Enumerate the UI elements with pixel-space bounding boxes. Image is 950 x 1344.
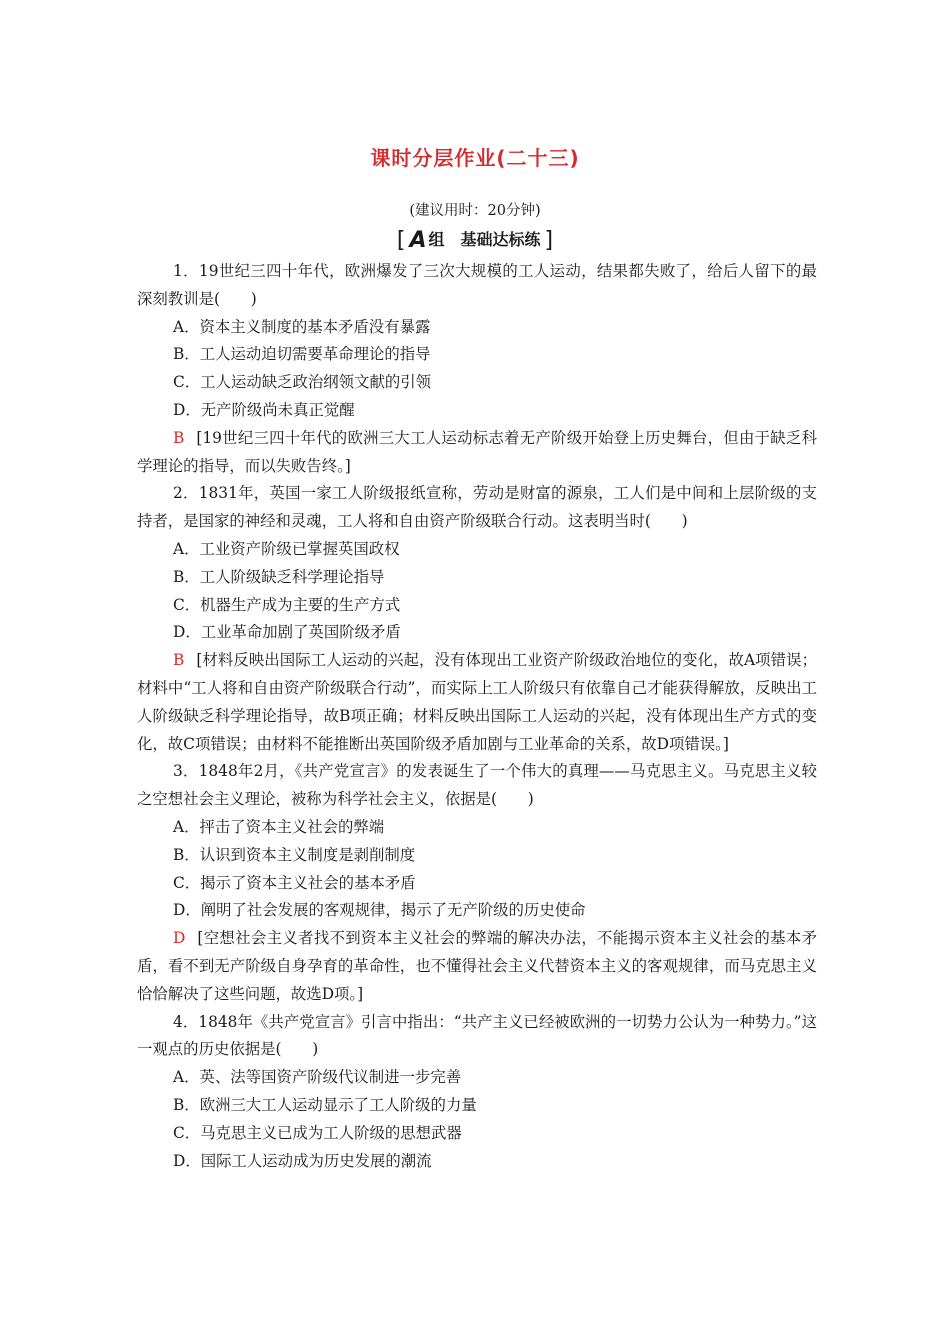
option-a: A．抨击了资本主义社会的弊端 bbox=[173, 817, 385, 836]
page-title: 课时分层作业(二十三) bbox=[370, 146, 580, 170]
section-bracket-open: [ bbox=[396, 228, 406, 253]
option-b: B．认识到资本主义制度是剥削制度 bbox=[173, 845, 416, 864]
option-d: D．阐明了社会发展的客观规律，揭示了无产阶级的历史使命 bbox=[173, 901, 586, 920]
option-b: B．工人阶级缺乏科学理论指导 bbox=[173, 567, 385, 586]
option-c: C．机器生产成为主要的生产方式 bbox=[173, 595, 401, 614]
question-stem: 2．1831年，英国一家工人阶级报纸宣称，劳动是财富的源泉，工人们是中间和上层阶级的支持者，是国家的神经和灵魂，工人将和自由资产阶级联合行动。这表明当时( ) bbox=[137, 484, 817, 531]
option-b: B．欧洲三大工人运动显示了工人阶级的力量 bbox=[173, 1095, 477, 1114]
option-d: D．无产阶级尚未真正觉醒 bbox=[173, 400, 355, 419]
option-c: C．揭示了资本主义社会的基本矛盾 bbox=[173, 873, 416, 892]
explanation-text: [材料反映出国际工人运动的兴起，没有体现出工业资产阶级政治地位的变化，故A项错误；材料中“工人将和自由资产阶级联合行动”，而实际上工人阶级只有依靠自己才能获得解放，反映出工人阶级缺乏科学理论指导，故B项正确；材料反映出国际工人运动的兴起，没有体现出生产方式的变化，故C项错误；由材料不能推断出英国阶级矛盾加剧与工业革命的关系，故D项错误。] bbox=[137, 651, 817, 753]
question-list bbox=[137, 258, 817, 1175]
option-c: C．马克思主义已成为工人阶级的思想武器 bbox=[173, 1123, 462, 1142]
question-stem: 3．1848年2月，《共产党宣言》的发表诞生了一个伟大的真理——马克思主义。马克思主义较之空想社会主义理论，被称为科学社会主义，依据是( ) bbox=[137, 762, 817, 809]
option-d: D．国际工人运动成为历史发展的潮流 bbox=[173, 1151, 432, 1170]
section-heading bbox=[0, 227, 950, 253]
answer-key: D bbox=[173, 929, 186, 948]
question-stem: 4．1848年《共产党宣言》引言中指出：“共产主义已经被欧洲的一切势力公认为一种势力。”这一观点的历史依据是( ) bbox=[137, 1012, 817, 1059]
suggested-time: (建议用时：20分钟) bbox=[409, 203, 541, 219]
option-a: A．英、法等国资产阶级代议制进一步完善 bbox=[173, 1068, 462, 1087]
option-d: D．工业革命加剧了英国阶级矛盾 bbox=[173, 623, 401, 642]
option-a: A．工业资产阶级已掌握英国政权 bbox=[173, 539, 400, 558]
section-letter: A bbox=[409, 228, 427, 253]
explanation-text: [空想社会主义者找不到资本主义社会的弊端的解决办法，不能揭示资本主义社会的基本矛盾，看不到无产阶级自身孕育的革命性，也不懂得社会主义代替资本主义的客观规律，而马克思主义恰恰解决了这些问题，故选D项。] bbox=[137, 929, 817, 1003]
section-label: 组 基础达标练 bbox=[428, 230, 541, 249]
option-c: C．工人运动缺乏政治纲领文献的引领 bbox=[173, 373, 432, 392]
answer-explanation bbox=[137, 647, 817, 758]
answer-key: B bbox=[173, 428, 185, 447]
answer-explanation bbox=[137, 425, 817, 481]
explanation-text: [19世纪三四十年代的欧洲三大工人运动标志着无产阶级开始登上历史舞台，但由于缺乏科学理论的指导，而以失败告终。] bbox=[137, 428, 817, 475]
answer-key: B bbox=[173, 651, 185, 670]
answer-explanation bbox=[137, 925, 817, 1008]
option-a: A．资本主义制度的基本矛盾没有暴露 bbox=[173, 317, 431, 336]
option-b: B．工人运动迫切需要革命理论的指导 bbox=[173, 345, 431, 364]
section-bracket-close: ] bbox=[544, 228, 554, 253]
question-stem: 1．19世纪三四十年代，欧洲爆发了三次大规模的工人运动，结果都失败了，给后人留下的最深刻教训是( ) bbox=[137, 262, 817, 308]
